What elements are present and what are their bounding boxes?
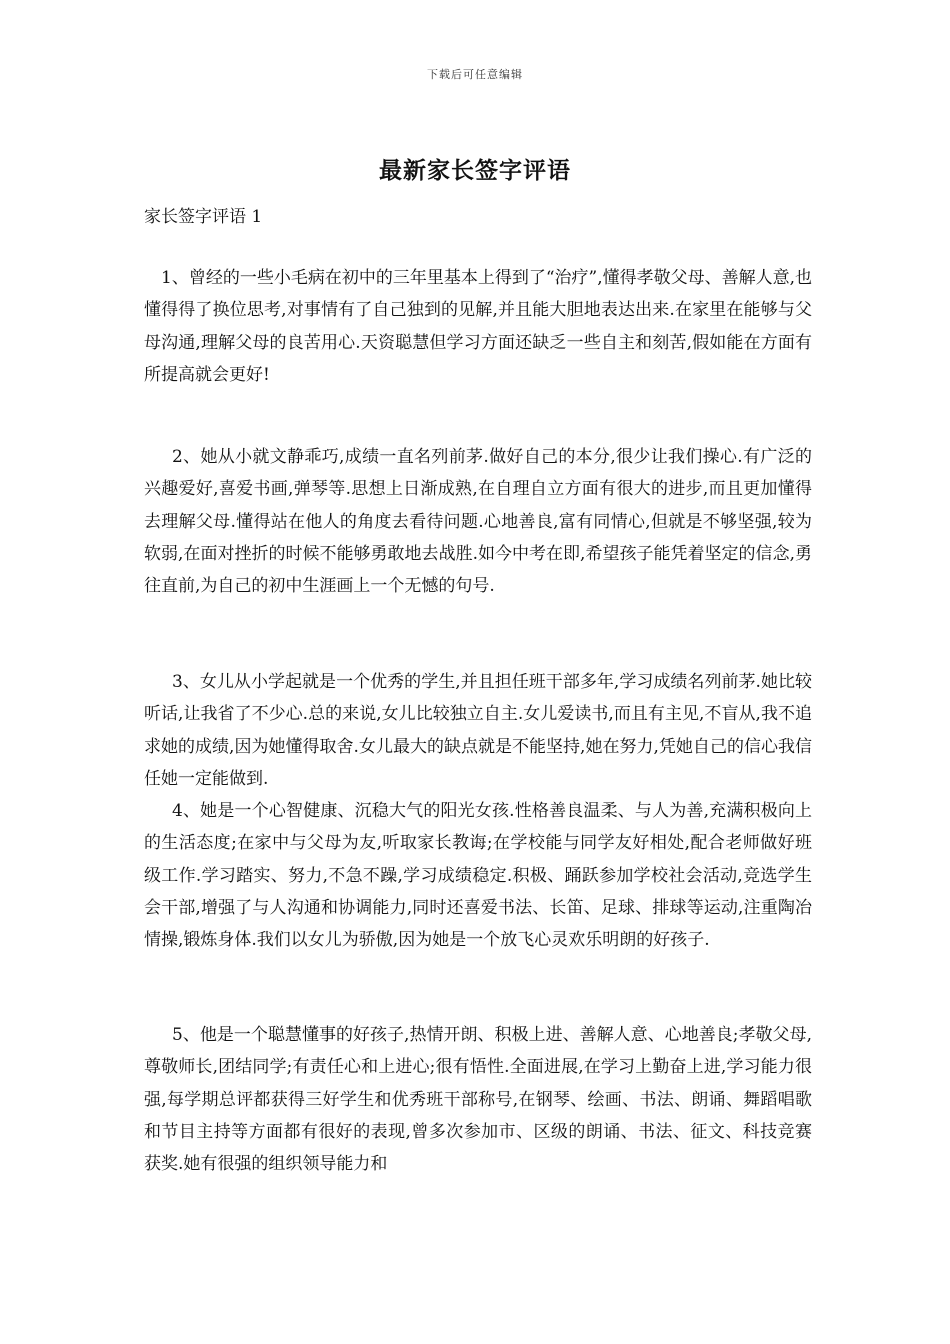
paragraph-4: 4、她是一个心智健康、沉稳大气的阳光女孩.性格善良温柔、与人为善,充满积极向上的生活态度;在家中与父母为友,听取家长教诲;在学校能与同学友好相处,配合老师做好班级工作.学习踏实、努力,不急不躁,学习成绩稳定.积极、踊跃参加学校社会活动,竞选学生会干部,增强了与人沟通和协调能力,同时还喜爱书法、长笛、足球、排球等运动,注重陶冶情操,锻炼身体.我们以女儿为骄傲,因为她是一个放飞心灵欢乐明朗的好孩子. <box>144 801 812 951</box>
paragraph-1: 1、曾经的一些小毛病在初中的三年里基本上得到了“治疗”,懂得孝敬父母、善解人意,也懂得得了换位思考,对事情有了自己独到的见解,并且能大胆地表达出来.在家里在能够与父母沟通,理解父母的良苦用心.天资聪慧但学习方面还缺乏一些自主和刻苦,假如能在方面有所提高就会更好! <box>144 268 813 385</box>
section-subtitle: 家长签字评语 1 <box>144 207 263 227</box>
header-note: 下载后可任意编辑 <box>427 68 523 81</box>
paragraph-3: 3、女儿从小学起就是一个优秀的学生,并且担任班干部多年,学习成绩名列前茅.她比较听话,让我省了不少心.总的来说,女儿比较独立自主.女儿爱读书,而且有主见,不盲从,我不追求她的成绩,因为她懂得取舍.女儿最大的缺点就是不能坚持,她在努力,凭她自己的信心我信任她一定能做到. <box>144 672 812 789</box>
paragraph-5: 5、他是一个聪慧懂事的好孩子,热情开朗、积极上进、善解人意、心地善良;孝敬父母,尊敬师长,团结同学;有责任心和上进心;很有悟性.全面进展,在学习上勤奋上进,学习能力很强,每学期总评都获得三好学生和优秀班干部称号,在钢琴、绘画、书法、朗诵、舞蹈唱歌和节目主持等方面都有很好的表现,曾多次参加市、区级的朗诵、书法、征文、科技竞赛获奖.她有很强的组织领导能力和 <box>144 1025 812 1175</box>
paragraph-2: 2、她从小就文静乖巧,成绩一直名列前茅.做好自己的本分,很少让我们操心.有广泛的兴趣爱好,喜爱书画,弹琴等.思想上日渐成熟,在自理自立方面有很大的进步,而且更加懂得去理解父母.懂得站在他人的角度去看待问题.心地善良,富有同情心,但就是不够坚强,较为软弱,在面对挫折的时候不能够勇敢地去战胜.如今中考在即,希望孩子能凭着坚定的信念,勇往直前,为自己的初中生涯画上一个无憾的句号. <box>144 447 812 597</box>
document-title: 最新家长签字评语 <box>379 157 571 184</box>
